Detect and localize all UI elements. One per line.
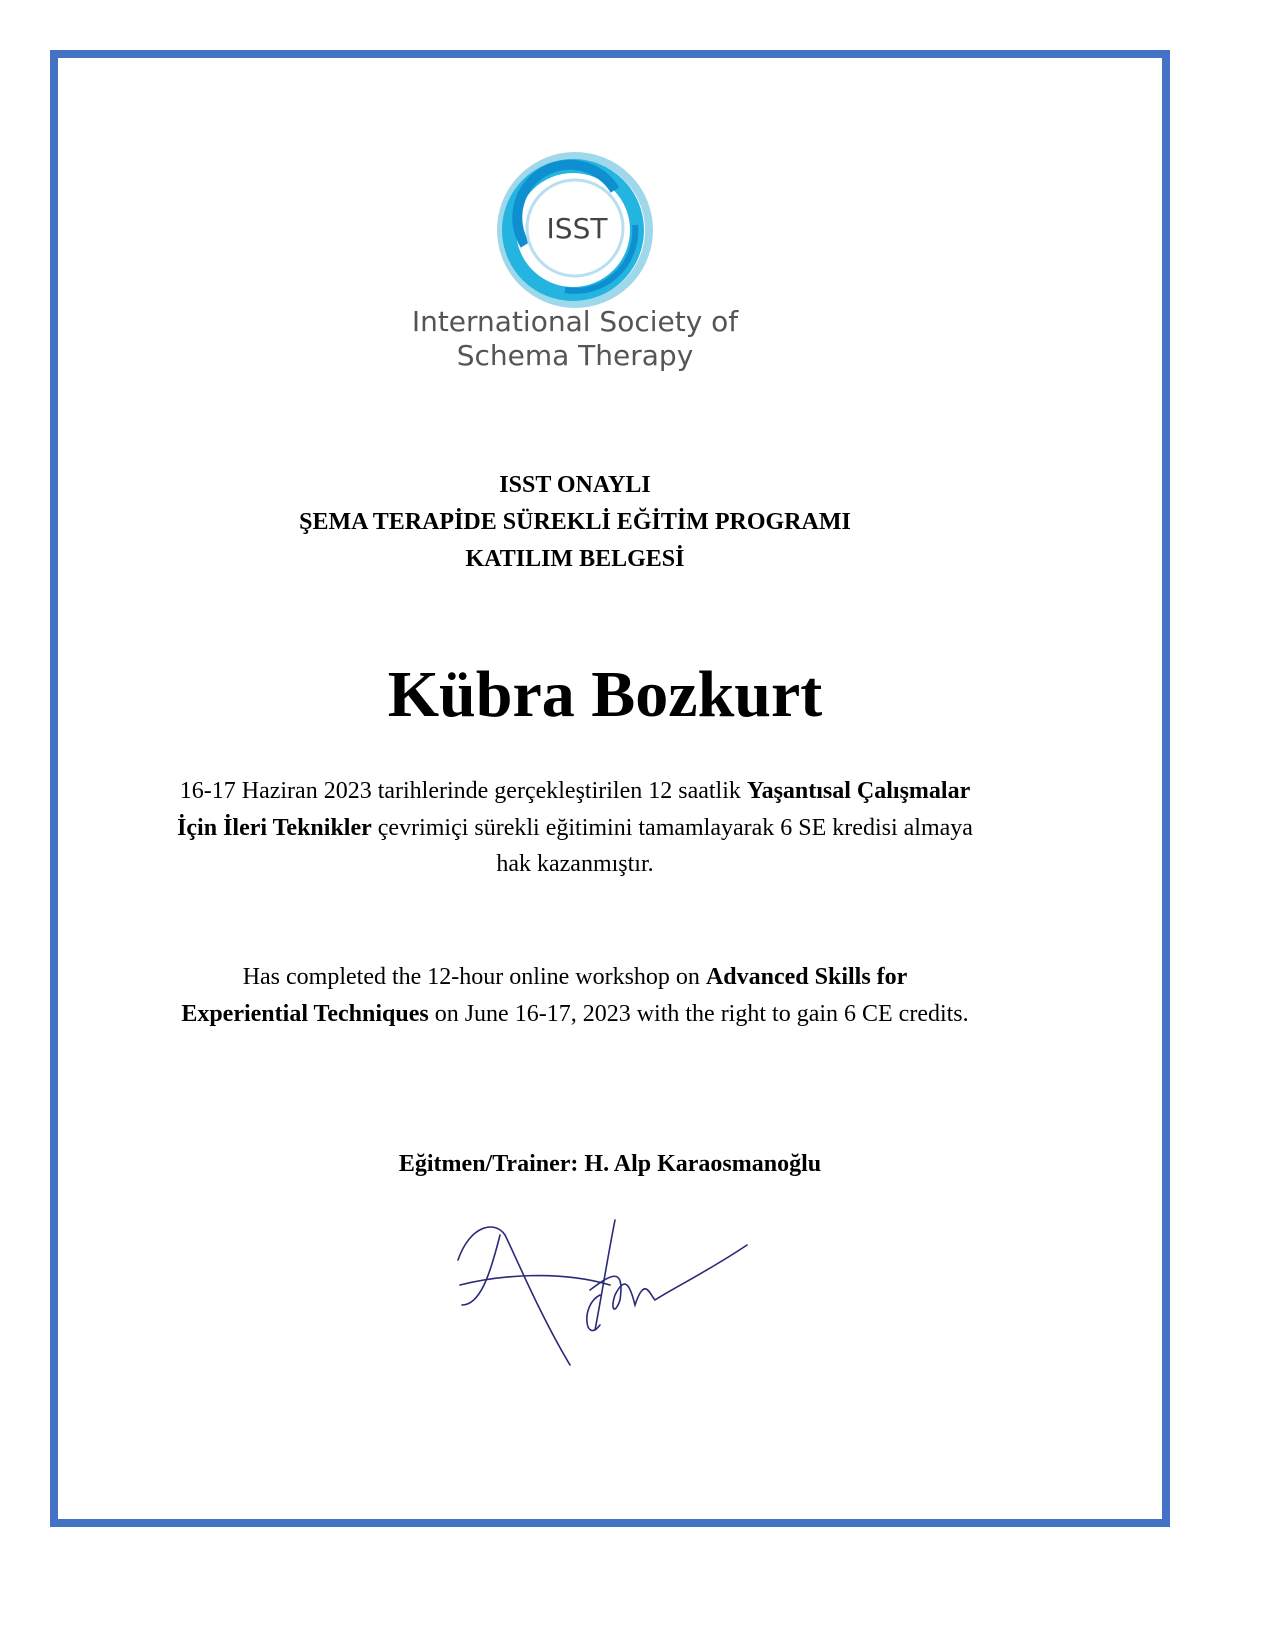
tr-text-pre: 16-17 Haziran 2023 tarihlerinde gerçekleştirilen 12 saatlik	[179, 778, 747, 804]
heading-line2: ŞEMA TERAPİDE SÜREKLİ EĞİTİM PROGRAMI	[299, 509, 851, 535]
en-text-post: on June 16-17, 2023 with the right to gain 6 CE credits.	[428, 1000, 969, 1027]
en-course-title: Advanced Skills for Experiential Techniques	[181, 964, 908, 1027]
logo-line1: International Society of	[411, 305, 739, 338]
certificate-heading	[100, 467, 1050, 578]
signature	[450, 1215, 760, 1375]
recipient-name: Kübra Bozkurt	[387, 658, 823, 731]
isst-logo	[495, 150, 655, 310]
english-statement	[180, 959, 970, 1032]
heading-line3: KATILIM BELGESİ	[465, 546, 685, 572]
tr-course-title: Yaşantısal Çalışmalar İçin İleri Teknikler	[177, 778, 971, 841]
heading-line1: ISST ONAYLI	[499, 472, 651, 498]
trainer-line: Eğitmen/Trainer: H. Alp Karaosmanoğlu	[398, 1151, 822, 1177]
tr-text-post: çevrimiçi sürekli eğitimini tamamlayarak 6 SE kredisi almaya hak kazanmıştır.	[371, 814, 973, 877]
en-text-pre: Has completed the 12-hour online workshop on	[242, 964, 706, 990]
logo-text	[360, 305, 790, 373]
turkish-statement	[175, 773, 975, 883]
logo-line2: Schema Therapy	[456, 339, 694, 372]
logo-abbr: ISST	[546, 212, 608, 245]
